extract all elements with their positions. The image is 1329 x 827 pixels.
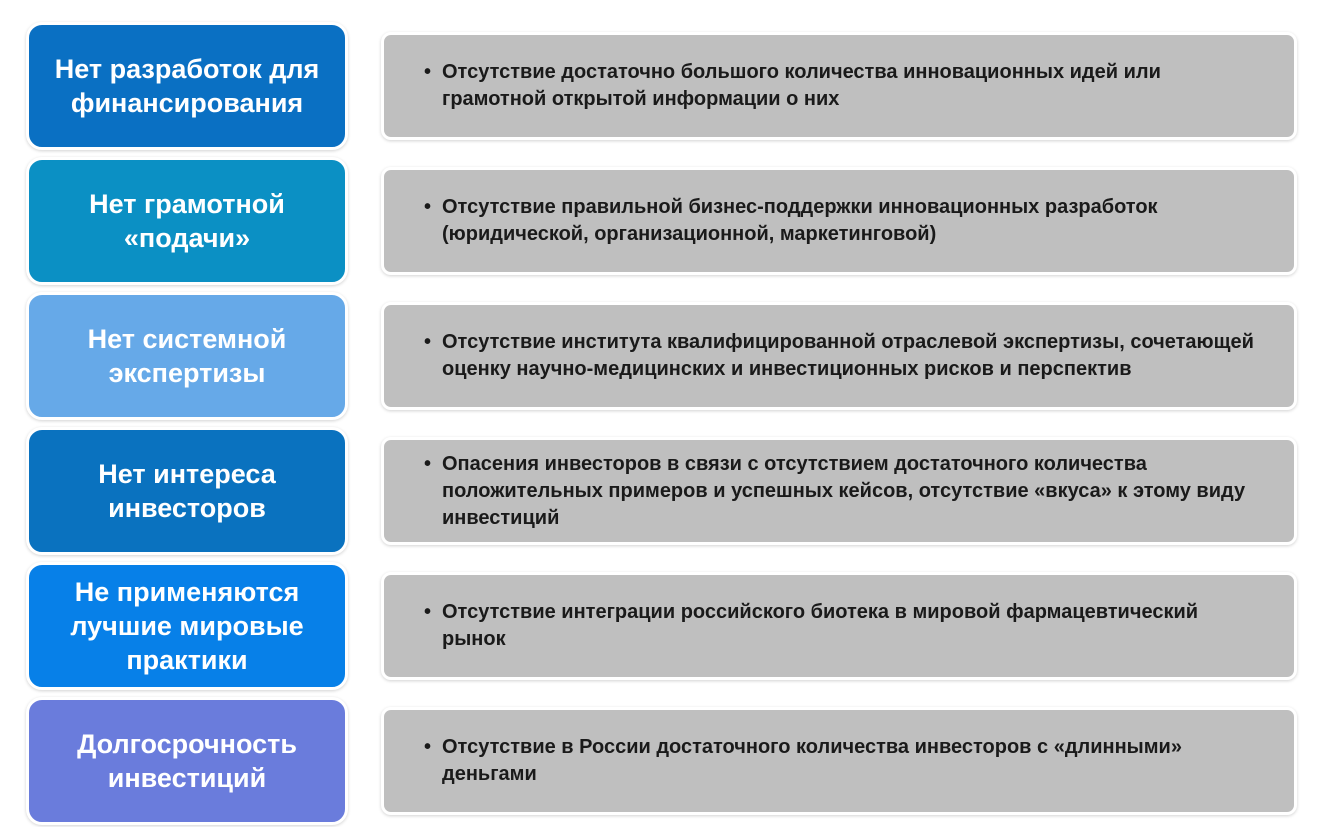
problem-description-text: Опасения инвесторов в связи с отсутствием достаточного количества положительных примеров и успешных кейсов, отсутствие «вкуса» к этому виду инвестиций xyxy=(442,452,1246,529)
problem-description-text: Отсутствие института квалифицированной отраслевой экспертизы, сочетающей оценку научно-медицинских и инвестиционных рисков и перспектив xyxy=(442,331,1254,380)
problem-label: Нет грамотной «подачи» xyxy=(26,157,348,285)
bullet-icon: • xyxy=(424,196,432,218)
problem-description-text: Отсутствие в России достаточного количества инвесторов с «длинными» деньгами xyxy=(442,736,1182,785)
problem-row xyxy=(0,22,1329,150)
problem-label: Не применяются лучшие мировые практики xyxy=(26,562,348,690)
bullet-icon: • xyxy=(424,331,432,353)
problem-row xyxy=(0,562,1329,690)
problem-description-box xyxy=(381,572,1297,680)
problem-description-text: Отсутствие достаточно большого количества инновационных идей или грамотной открытой информации о них xyxy=(442,61,1161,110)
problem-description-box xyxy=(381,167,1297,275)
problem-label: Долгосрочность инвестиций xyxy=(26,697,348,825)
problem-row xyxy=(0,292,1329,420)
problem-row xyxy=(0,697,1329,825)
problem-row xyxy=(0,157,1329,285)
problem-description xyxy=(424,599,1254,653)
problem-description xyxy=(424,59,1254,113)
problem-description-text: Отсутствие правильной бизнес-поддержки инновационных разработок (юридической, организационной, маркетинговой) xyxy=(442,196,1158,245)
problem-description-box xyxy=(381,437,1297,545)
problem-description xyxy=(424,194,1254,248)
problem-description-box xyxy=(381,302,1297,410)
problem-description-box xyxy=(381,707,1297,815)
bullet-icon: • xyxy=(424,452,432,475)
problem-label: Нет разработок для финансирования xyxy=(26,22,348,150)
problem-description-text: Отсутствие интеграции российского биотека в мировой фармацевтический рынок xyxy=(442,601,1199,650)
bullet-icon: • xyxy=(424,736,432,758)
problem-label: Нет интереса инвесторов xyxy=(26,427,348,555)
problem-description xyxy=(424,734,1254,788)
problem-description xyxy=(424,329,1254,383)
bullet-icon: • xyxy=(424,61,432,83)
bullet-icon: • xyxy=(424,601,432,623)
problem-label: Нет системной экспертизы xyxy=(26,292,348,420)
problem-description xyxy=(424,451,1254,532)
problem-row xyxy=(0,427,1329,555)
problem-description-box xyxy=(381,32,1297,140)
